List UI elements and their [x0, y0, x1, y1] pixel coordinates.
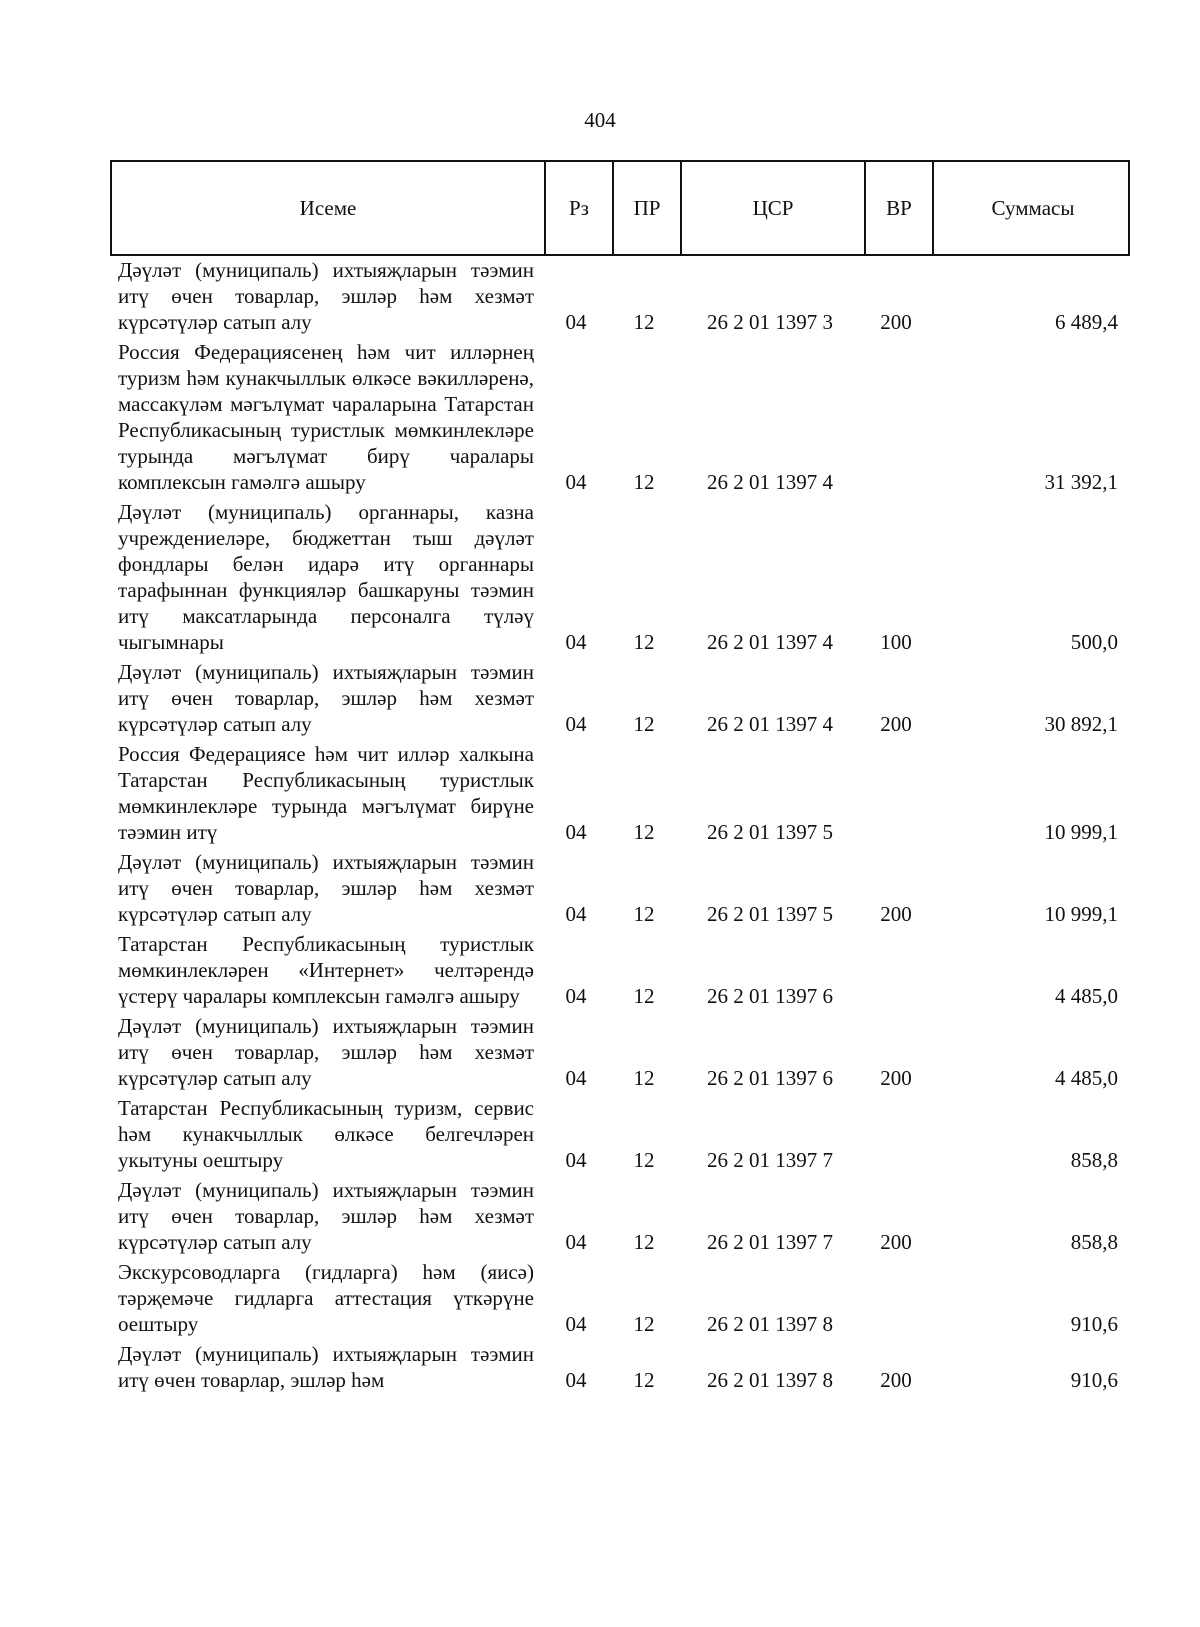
row-name: Экскурсоводларга (гидларга) һәм (яисә) тәрҗемәче гидларга аттестация үткәрүне оештыру: [118, 1260, 534, 1336]
row-csr: 26 2 01 1397 7: [707, 1148, 833, 1172]
row-csr: 26 2 01 1397 6: [707, 1066, 833, 1090]
row-sum: 4 485,0: [1055, 1066, 1118, 1090]
row-name: Татарстан Республикасының туризм, сервис һәм кунакчыллык өлкәсе белгечләрен укытуны оештыру: [118, 1096, 534, 1172]
row-pr: 12: [633, 1368, 655, 1392]
table-row: [110, 499, 1130, 655]
table-row: [110, 1341, 1130, 1393]
column-header-vr: ВР: [864, 162, 932, 254]
row-sum: 10 999,1: [1044, 902, 1118, 926]
row-pr: 12: [633, 310, 655, 334]
row-name: Россия Федерациясенең һәм чит илләрнең туризм һәм кунакчыллык өлкәсе вәкилләренә, массакүләм мәгълүмат чараларына Татарстан Республикасының туристлык мөмкинлекләре турында мәгълүмат бирү чаралары комплексын гамәлгә ашыру: [118, 340, 534, 494]
table-row: [110, 1095, 1130, 1173]
row-pr: 12: [633, 630, 655, 654]
row-rz: 04: [565, 1312, 587, 1336]
row-pr: 12: [633, 1312, 655, 1336]
column-header-csr: ЦСР: [680, 162, 864, 254]
table-row: [110, 931, 1130, 1009]
row-rz: 04: [565, 630, 587, 654]
row-rz: 04: [565, 902, 587, 926]
page-number: 404: [584, 108, 616, 132]
row-name: Дәүләт (муниципаль) ихтыяҗларын тәэмин итү өчен товарлар, эшләр һәм: [118, 1342, 534, 1392]
table-row: [110, 659, 1130, 737]
row-rz: 04: [565, 470, 587, 494]
row-vr: 200: [880, 902, 912, 926]
table-row: [110, 257, 1130, 335]
row-pr: 12: [633, 1066, 655, 1090]
table-row: [110, 339, 1130, 495]
row-name: Дәүләт (муниципаль) органнары, казна учреждениеләре, бюджеттан тыш дәүләт фондлары белән идарә итү органнары тарафыннан функцияләр башкаруны тәэмин итү максатларында персоналга түләү чыгымнары: [118, 500, 534, 654]
row-csr: 26 2 01 1397 5: [707, 902, 833, 926]
row-sum: 858,8: [1070, 1148, 1118, 1172]
row-csr: 26 2 01 1397 4: [707, 712, 833, 736]
column-header-sum: Суммасы: [932, 162, 1132, 254]
row-vr: 200: [880, 712, 912, 736]
row-pr: 12: [633, 820, 655, 844]
table-header: [110, 160, 1130, 256]
row-vr: 200: [880, 310, 912, 334]
row-rz: 04: [565, 712, 587, 736]
row-sum: 500,0: [1070, 630, 1118, 654]
row-vr: 100: [880, 630, 912, 654]
row-name: Дәүләт (муниципаль) ихтыяҗларын тәэмин итү өчен товарлар, эшләр һәм хезмәт күрсәтүләр сатып алу: [118, 1178, 534, 1254]
table-body: [110, 257, 1130, 1397]
row-pr: 12: [633, 1230, 655, 1254]
row-name: Дәүләт (муниципаль) ихтыяҗларын тәэмин итү өчен товарлар, эшләр һәм хезмәт күрсәтүләр сатып алу: [118, 1014, 534, 1090]
column-header-pr: ПР: [612, 162, 680, 254]
row-vr: 200: [880, 1066, 912, 1090]
row-rz: 04: [565, 1148, 587, 1172]
row-name: Дәүләт (муниципаль) ихтыяҗларын тәэмин итү өчен товарлар, эшләр һәм хезмәт күрсәтүләр сатып алу: [118, 258, 534, 334]
table-row: [110, 849, 1130, 927]
row-sum: 6 489,4: [1055, 310, 1118, 334]
row-rz: 04: [565, 310, 587, 334]
row-rz: 04: [565, 820, 587, 844]
row-pr: 12: [633, 712, 655, 736]
row-rz: 04: [565, 1230, 587, 1254]
row-csr: 26 2 01 1397 7: [707, 1230, 833, 1254]
row-pr: 12: [633, 470, 655, 494]
table-row: [110, 741, 1130, 845]
row-csr: 26 2 01 1397 8: [707, 1312, 833, 1336]
row-pr: 12: [633, 1148, 655, 1172]
row-sum: 31 392,1: [1044, 470, 1118, 494]
table-row: [110, 1177, 1130, 1255]
row-sum: 910,6: [1070, 1368, 1118, 1392]
row-csr: 26 2 01 1397 4: [707, 470, 833, 494]
table-row: [110, 1259, 1130, 1337]
row-csr: 26 2 01 1397 4: [707, 630, 833, 654]
row-csr: 26 2 01 1397 5: [707, 820, 833, 844]
row-sum: 10 999,1: [1044, 820, 1118, 844]
row-csr: 26 2 01 1397 3: [707, 310, 833, 334]
row-vr: 200: [880, 1230, 912, 1254]
row-csr: 26 2 01 1397 6: [707, 984, 833, 1008]
column-header-name: Исеме: [299, 195, 357, 220]
row-name: Татарстан Республикасының туристлык мөмкинлекләрен «Интернет» челтәрендә үстерү чаралары комплексын гамәлгә ашыру: [118, 932, 534, 1008]
row-rz: 04: [565, 1066, 587, 1090]
row-sum: 30 892,1: [1044, 712, 1118, 736]
row-name: Россия Федерациясе һәм чит илләр халкына Татарстан Республикасының туристлык мөмкинлекләре турында мәгълүмат бирүне тәэмин итү: [118, 742, 534, 844]
row-csr: 26 2 01 1397 8: [707, 1368, 833, 1392]
table-row: [110, 1013, 1130, 1091]
row-rz: 04: [565, 984, 587, 1008]
row-pr: 12: [633, 984, 655, 1008]
row-rz: 04: [565, 1368, 587, 1392]
row-sum: 910,6: [1070, 1312, 1118, 1336]
row-name: Дәүләт (муниципаль) ихтыяҗларын тәэмин итү өчен товарлар, эшләр һәм хезмәт күрсәтүләр сатып алу: [118, 850, 534, 926]
row-sum: 858,8: [1070, 1230, 1118, 1254]
row-vr: 200: [880, 1368, 912, 1392]
row-name: Дәүләт (муниципаль) ихтыяҗларын тәэмин итү өчен товарлар, эшләр һәм хезмәт күрсәтүләр сатып алу: [118, 660, 534, 736]
row-sum: 4 485,0: [1055, 984, 1118, 1008]
row-pr: 12: [633, 902, 655, 926]
column-header-rz: Рз: [544, 162, 612, 254]
